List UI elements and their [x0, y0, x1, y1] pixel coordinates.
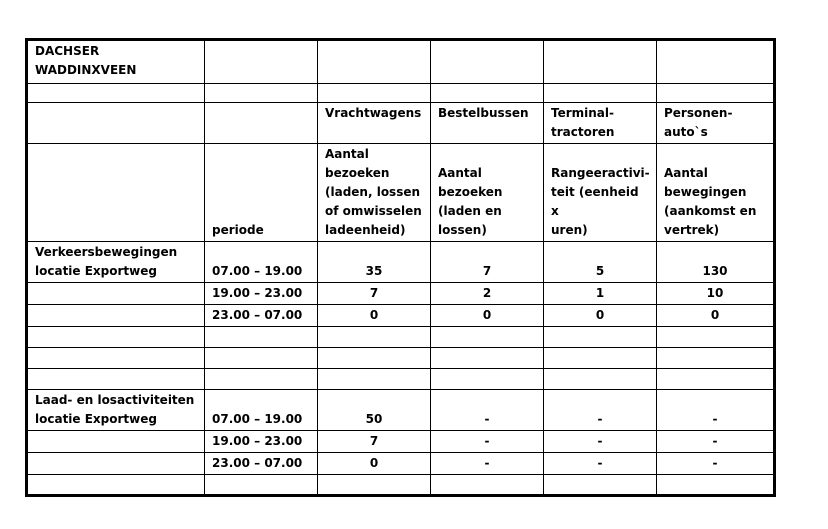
dachser-traffic-table [25, 38, 776, 497]
periode-cell: 19.00 – 23.00 [205, 283, 318, 305]
value-cell: - [431, 453, 544, 475]
subheader-periode: periode [205, 144, 318, 242]
title-row [27, 40, 775, 84]
blank-row [27, 369, 775, 390]
value-cell: - [657, 453, 775, 475]
value-cell: 0 [657, 305, 775, 327]
value-cell: - [431, 431, 544, 453]
section-label: Verkeersbewegingen locatie Exportweg [27, 242, 205, 283]
value-cell: 1 [544, 283, 657, 305]
table-row [27, 305, 775, 327]
value-cell: 2 [431, 283, 544, 305]
table-row [27, 431, 775, 453]
periode-cell: 07.00 – 19.00 [205, 390, 318, 431]
value-cell: 0 [318, 305, 431, 327]
table-title: DACHSER WADDINXVEEN [27, 40, 205, 84]
value-cell: - [544, 431, 657, 453]
value-cell: 7 [318, 283, 431, 305]
value-cell: - [544, 453, 657, 475]
header-bestelbussen: Bestelbussen [431, 103, 544, 144]
blank-row [27, 348, 775, 369]
section-label: Laad- en losactiviteiten locatie Exportweg [27, 390, 205, 431]
subheader-terminal: Rangeeractivi- teit (eenheid x uren) [544, 144, 657, 242]
blank-row [27, 327, 775, 348]
periode-cell: 07.00 – 19.00 [205, 242, 318, 283]
value-cell: 0 [318, 453, 431, 475]
value-cell: 10 [657, 283, 775, 305]
periode-cell: 19.00 – 23.00 [205, 431, 318, 453]
value-cell: 35 [318, 242, 431, 283]
header-vrachtwagens: Vrachtwagens [318, 103, 431, 144]
table-row [27, 390, 775, 431]
table-row [27, 283, 775, 305]
value-cell: 0 [431, 305, 544, 327]
subheader-vrachtwagens: Aantal bezoeken (laden, lossen of omwisselen ladeenheid) [318, 144, 431, 242]
table-row [27, 453, 775, 475]
value-cell: - [431, 390, 544, 431]
periode-cell: 23.00 – 07.00 [205, 305, 318, 327]
value-cell: 50 [318, 390, 431, 431]
subheader-row [27, 144, 775, 242]
blank-row [27, 475, 775, 496]
value-cell: - [544, 390, 657, 431]
value-cell: - [657, 390, 775, 431]
table-row [27, 242, 775, 283]
subheader-personen: Aantal bewegingen (aankomst en vertrek) [657, 144, 775, 242]
periode-cell: 23.00 – 07.00 [205, 453, 318, 475]
header-row [27, 103, 775, 144]
value-cell: 130 [657, 242, 775, 283]
value-cell: 0 [544, 305, 657, 327]
header-terminal: Terminal- tractoren [544, 103, 657, 144]
value-cell: - [657, 431, 775, 453]
blank-row [27, 84, 775, 103]
header-personen: Personen- auto`s [657, 103, 775, 144]
value-cell: 7 [431, 242, 544, 283]
subheader-bestelbussen: Aantal bezoeken (laden en lossen) [431, 144, 544, 242]
value-cell: 5 [544, 242, 657, 283]
value-cell: 7 [318, 431, 431, 453]
